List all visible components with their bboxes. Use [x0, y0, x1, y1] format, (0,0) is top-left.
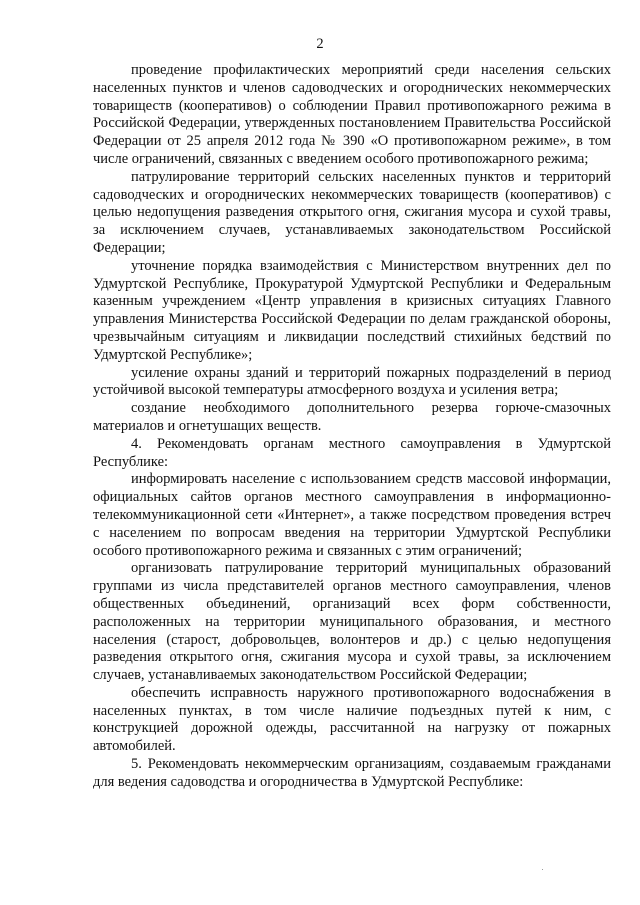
paragraph-fuel-reserve: создание необходимого дополнительного резерва горюче-смазочных материалов и огнетушащих веществ.	[93, 400, 611, 434]
paragraph-fire-safety-education: проведение профилактических мероприятий среди населения сельских населенных пунктов и членов садоводческих и огороднических некоммерческих товариществ (кооперативов) о соблюдении Правил противопожарного режима в Российской Федерации, утвержденных постановлением Правительства Российской Федерации от 25 апреля 2012 года № 390 «О противопожарном режиме», в том числе ограничений, связанных с введением особого противопожарного режима;	[93, 62, 611, 167]
paragraph-patrolling-settlements: патрулирование территорий сельских населенных пунктов и территорий садоводческих и огороднических некоммерческих товариществ (кооперативов) с целью недопущения разведения открытого огня, сжигания мусора и сухой травы, за исключением случаев, устанавливаемых законодательством Российской Федерации;	[93, 168, 611, 256]
page-number: 2	[316, 36, 324, 52]
paragraph-organize-patrolling: организовать патрулирование территорий муниципальных образований группами из числа представителей органов местного самоуправления, членов общественных объединений, организаций всех форм собственности, расположенных на территории муниципального образования, и местного населения (старост, добровольцев, волонтеров и др.) с целью недопущения разведения открытого огня, сжигания мусора и сухой травы, за исключением случаев, устанавливаемых законодательством Российской Федерации;	[93, 560, 611, 684]
paragraph-inform-population: информировать население с использованием средств массовой информации, официальных сайтов органов местного самоуправления в информационно-телекоммуникационной сети «Интернет», а также посредством проведения встреч с населением по вопросам введения на территории Удмуртской Республики особого противопожарного режима и связанных с этим ограничений;	[93, 471, 611, 559]
document-body	[93, 62, 611, 792]
paragraph-water-supply: обеспечить исправность наружного противопожарного водоснабжения в населенных пунктах, в том числе наличие подъездных путей к ним, с конструкцией дорожной одежды, рассчитанной на нагрузку от пожарных автомобилей.	[93, 684, 611, 755]
paragraph-interaction-procedure: уточнение порядка взаимодействия с Министерством внутренних дел по Удмуртской Республике, Прокуратурой Удмуртской Республики и Федеральным казенным учреждением «Центр управления в кризисных ситуациях Главного управления Министерства Российской Федерации по делам гражданской обороны, чрезвычайным ситуациям и ликвидации последствий стихийных бедствий по Удмуртской Республике»;	[93, 257, 611, 363]
scan-speck	[542, 869, 543, 870]
paragraph-fire-stations-protection: усиление охраны зданий и территорий пожарных подразделений в период устойчивой высокой температуры атмосферного воздуха и усиления ветра;	[93, 364, 611, 399]
paragraph-item-4-heading: 4. Рекомендовать органам местного самоуправления в Удмуртской Республике:	[93, 435, 611, 470]
paragraph-item-5-heading: 5. Рекомендовать некоммерческим организациям, создаваемым гражданами для ведения садоводства и огородничества в Удмуртской Республике:	[93, 756, 611, 790]
